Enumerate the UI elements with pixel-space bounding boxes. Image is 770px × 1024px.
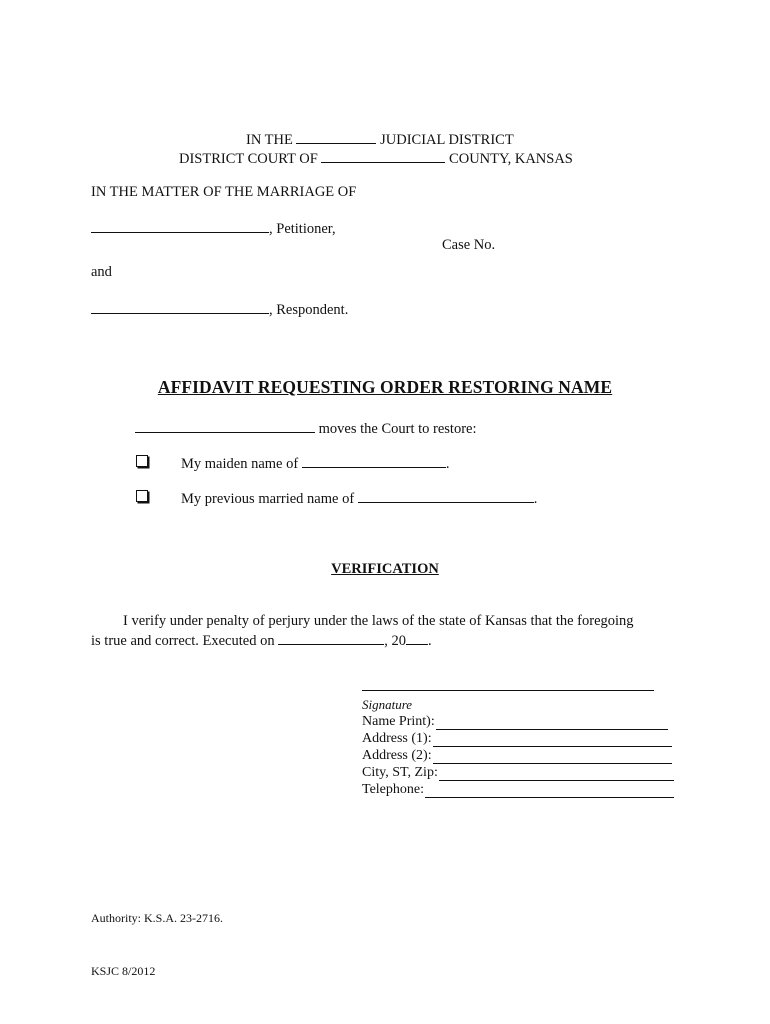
city-state-zip-label: City, ST, Zip: <box>362 765 438 780</box>
verification-line2 <box>91 632 432 649</box>
name-print-blank[interactable] <box>436 717 668 730</box>
signature-label: Signature <box>362 697 413 712</box>
maiden-name-label: My maiden name of <box>181 456 299 472</box>
respondent-line <box>91 301 348 318</box>
header-line1-prefix: IN THE <box>246 132 293 148</box>
previous-married-name-period: . <box>533 491 538 507</box>
authority-citation: Authority: K.S.A. 23-2716. <box>91 911 223 925</box>
respondent-name-blank[interactable] <box>91 301 269 314</box>
court-header-line2 <box>179 150 573 167</box>
address2-label: Address (2): <box>362 748 432 763</box>
movant-name-blank[interactable] <box>135 420 315 433</box>
signature-block <box>362 690 682 798</box>
previous-married-name-checkbox[interactable] <box>136 490 148 502</box>
year-prefix: , 20 <box>384 633 406 649</box>
and-label: and <box>91 264 112 280</box>
form-identifier: KSJC 8/2012 <box>91 964 156 978</box>
previous-married-name-option <box>181 490 537 507</box>
verification-period: . <box>427 633 432 649</box>
telephone-field <box>362 781 682 798</box>
name-print-field <box>362 713 682 730</box>
address1-label: Address (1): <box>362 731 432 746</box>
respondent-label: , Respondent. <box>269 302 349 318</box>
executed-on-label: is true and correct. Executed on <box>91 633 275 649</box>
maiden-name-blank[interactable] <box>302 455 446 468</box>
address2-blank[interactable] <box>433 751 672 764</box>
document-title: AFFIDAVIT REQUESTING ORDER RESTORING NAME <box>157 377 613 397</box>
address2-field <box>362 747 682 764</box>
address1-blank[interactable] <box>433 734 672 747</box>
maiden-name-period: . <box>445 456 450 472</box>
court-header-line1 <box>246 131 514 148</box>
signature-line[interactable] <box>362 690 654 691</box>
header-line2-suffix: COUNTY, KANSAS <box>449 151 573 167</box>
previous-married-name-label: My previous married name of <box>181 491 355 507</box>
name-print-label: Name Print): <box>362 714 435 729</box>
verification-heading: VERIFICATION <box>331 561 439 577</box>
maiden-name-option <box>181 455 449 472</box>
city-state-zip-field <box>362 764 682 781</box>
county-blank[interactable] <box>321 150 445 163</box>
petitioner-label: , Petitioner, <box>269 221 336 237</box>
matter-heading: IN THE MATTER OF THE MARRIAGE OF <box>91 184 357 200</box>
telephone-blank[interactable] <box>425 785 674 798</box>
header-line2-prefix: DISTRICT COURT OF <box>179 151 318 167</box>
motion-text: moves the Court to restore: <box>318 421 477 437</box>
header-line1-suffix: JUDICIAL DISTRICT <box>380 132 514 148</box>
verification-line1: I verify under penalty of perjury under the laws of the state of Kansas that the foregoing <box>123 613 634 629</box>
maiden-name-checkbox[interactable] <box>136 455 148 467</box>
telephone-label: Telephone: <box>362 782 424 797</box>
petitioner-name-blank[interactable] <box>91 220 269 233</box>
execution-date-blank[interactable] <box>278 632 384 645</box>
judicial-district-blank[interactable] <box>296 131 376 144</box>
city-state-zip-blank[interactable] <box>439 768 674 781</box>
year-blank[interactable] <box>406 632 428 645</box>
previous-married-name-blank[interactable] <box>358 490 534 503</box>
petitioner-line <box>91 220 336 237</box>
case-number-label: Case No. <box>442 237 496 253</box>
motion-line <box>135 420 476 437</box>
address1-field <box>362 730 682 747</box>
